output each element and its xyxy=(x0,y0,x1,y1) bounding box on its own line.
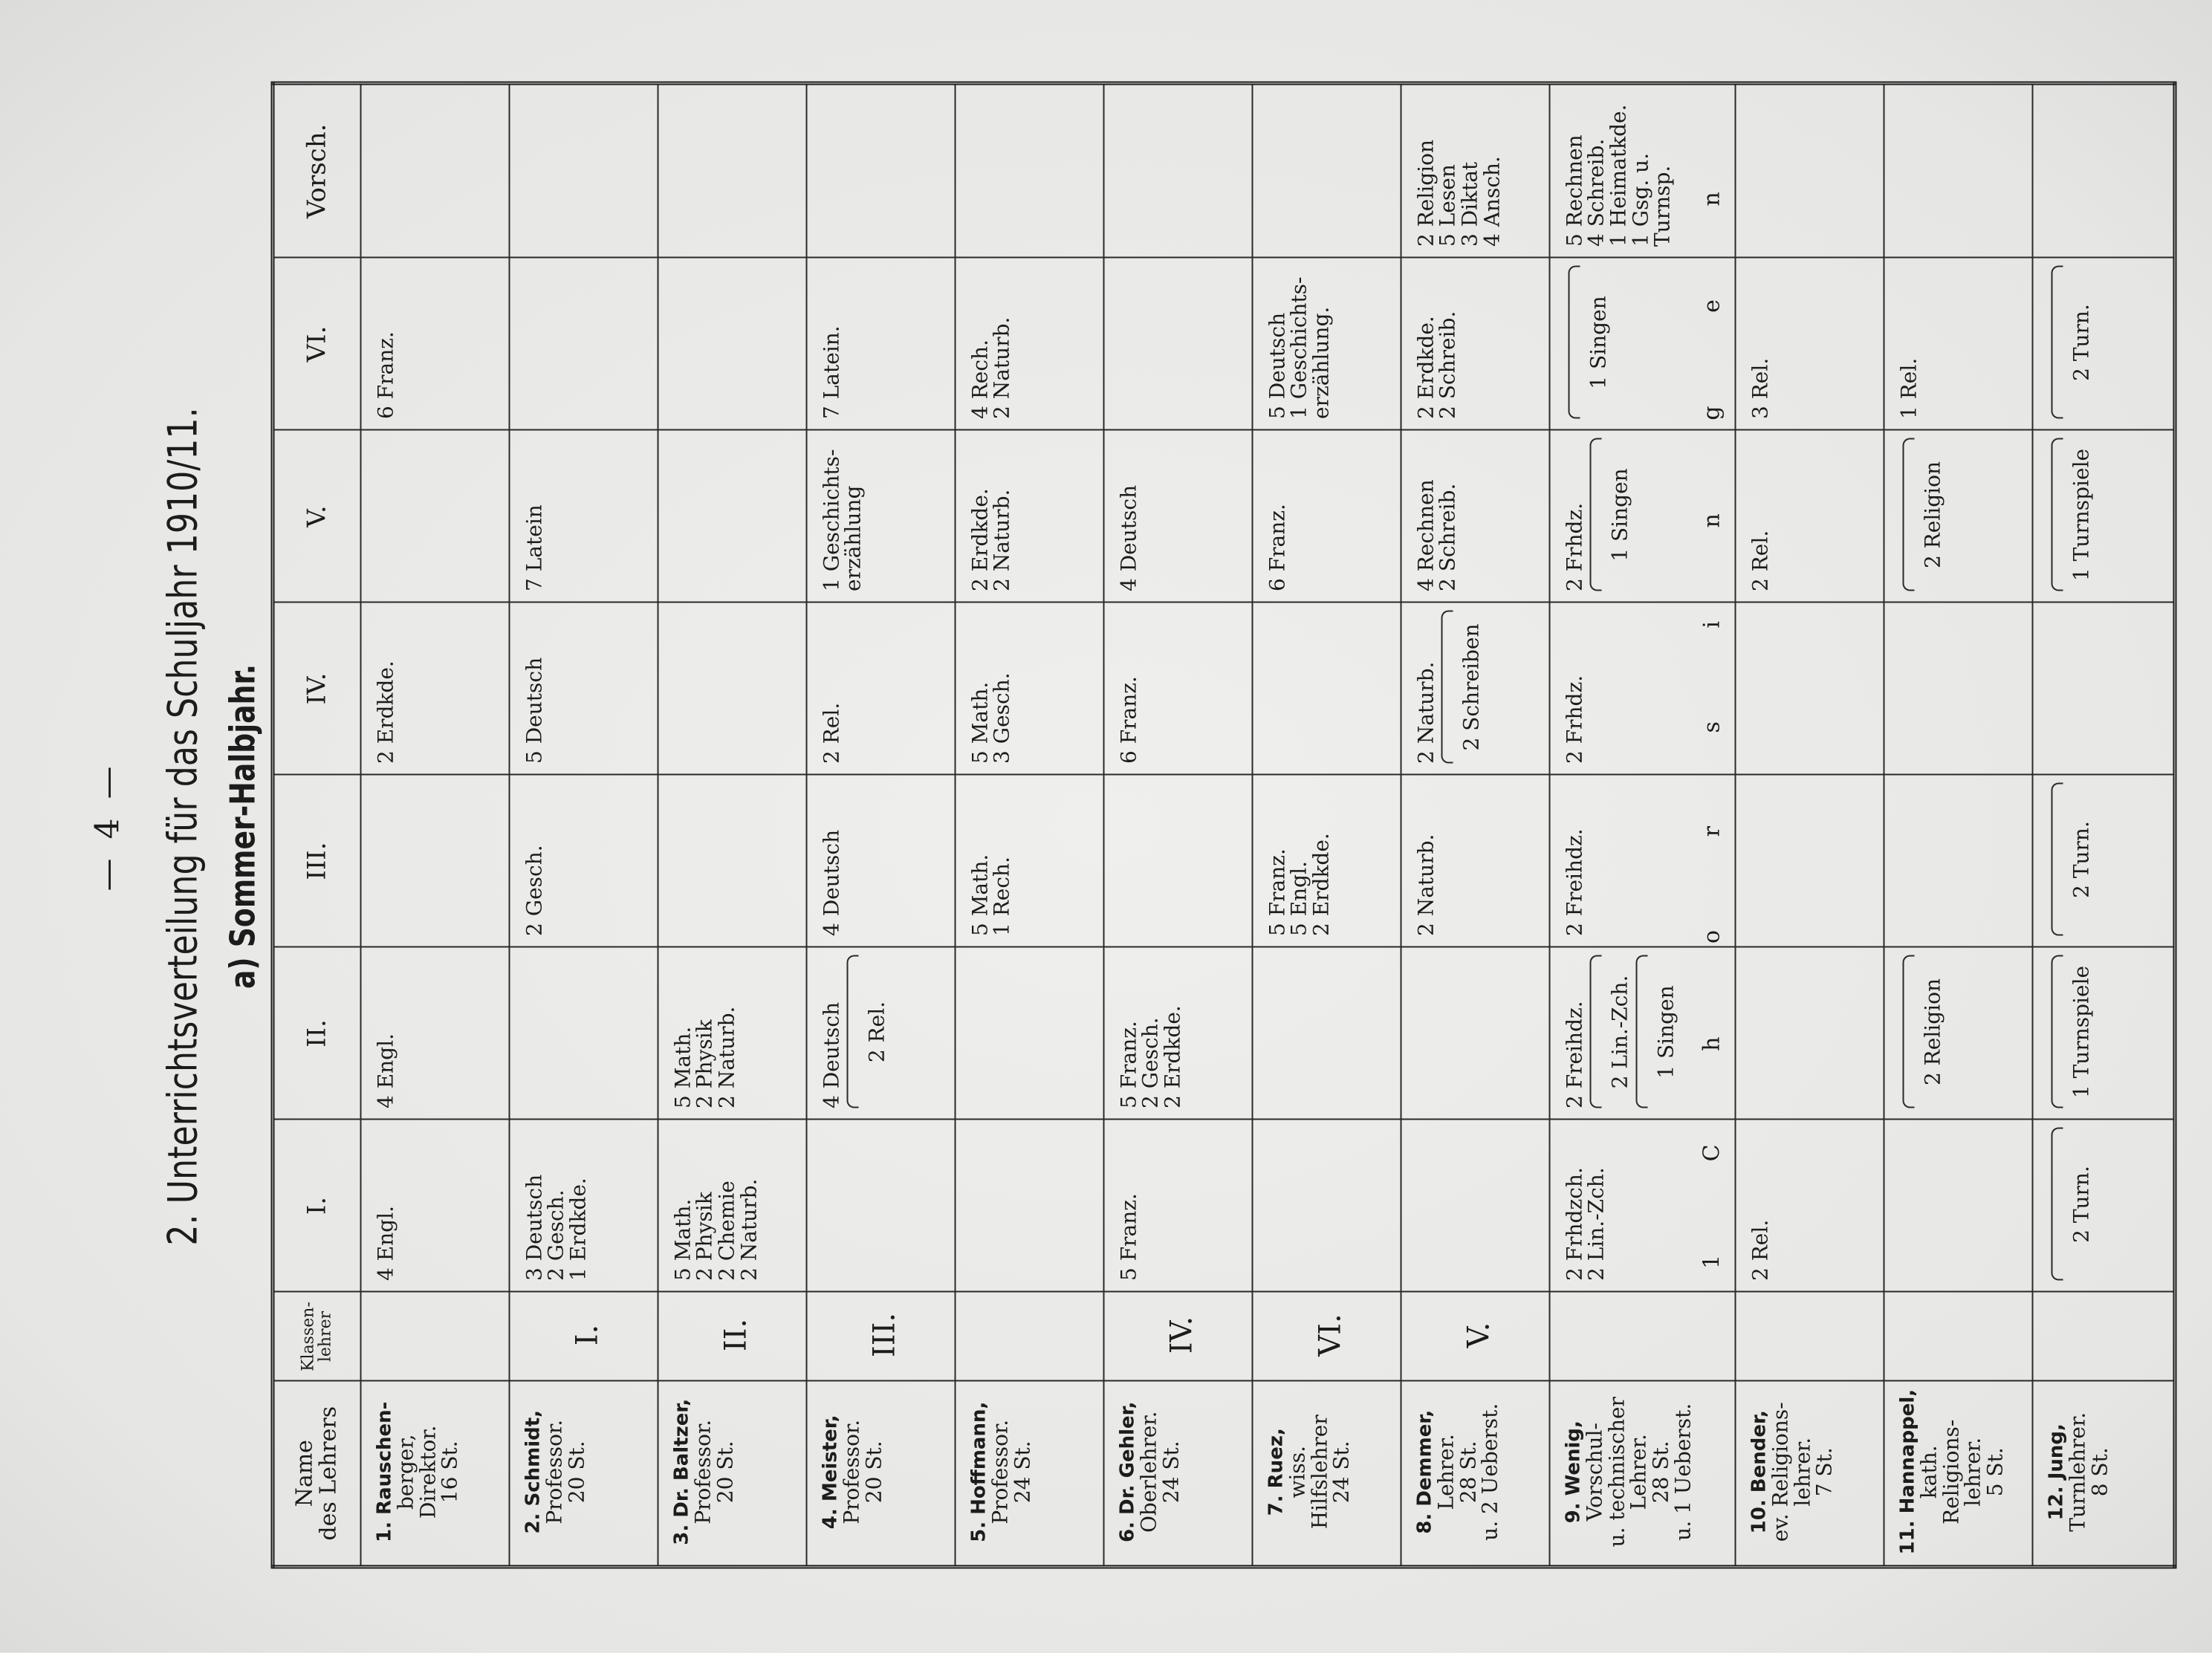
lesson-entry: erzählung. xyxy=(1308,306,1334,419)
lesson-entry: 2 Naturb. xyxy=(1413,661,1438,764)
lesson-cell xyxy=(509,603,658,775)
lesson-cell xyxy=(1735,603,1884,775)
teacher-name: 6. Dr. Gehler, xyxy=(1116,1401,1138,1543)
lesson-entry: 7 Latein. xyxy=(819,325,843,419)
teacher-name-cell xyxy=(1735,1381,1884,1567)
shared-lesson-entry: 2 Schreiben xyxy=(1459,623,1484,751)
teacher-detail: lehrer. xyxy=(1960,1437,1985,1507)
teacher-detail: 16 St. xyxy=(437,1441,462,1504)
bracket-line xyxy=(1902,955,1914,1108)
lesson-cell xyxy=(1735,83,1884,258)
lesson-cell xyxy=(1549,603,1735,775)
document-subtitle: a) Sommer-Halbjahr. xyxy=(222,663,263,990)
class-teacher-cell: VI. xyxy=(1252,1292,1401,1381)
teacher-detail: ev. Religions- xyxy=(1768,1402,1793,1542)
lesson-entry: 2 Gesch. xyxy=(522,845,546,936)
page-number: — 4 — xyxy=(88,761,127,892)
lesson-cell xyxy=(1103,83,1252,258)
lesson-cell xyxy=(1401,430,1549,603)
lesson-entry: 5 Math. xyxy=(967,854,992,936)
lesson-entry: 1 Gsg. u. xyxy=(1628,152,1653,247)
teacher-detail: Religions- xyxy=(1939,1419,1964,1524)
shared-lesson-entry: 1 Singen xyxy=(1586,296,1610,389)
lesson-entry: 5 Lesen xyxy=(1435,164,1460,247)
lesson-cell xyxy=(955,603,1103,775)
lesson-cell xyxy=(1103,947,1252,1120)
lesson-entry: 5 Deutsch xyxy=(522,657,546,764)
teacher-detail: 28 St. xyxy=(1456,1441,1481,1504)
lesson-entry: 5 Franz. xyxy=(1116,1021,1141,1108)
bracket-line xyxy=(2051,1128,2063,1281)
class-teacher-cell xyxy=(955,1292,1103,1381)
lesson-cell xyxy=(1884,83,2032,258)
lesson-entry: 2 Naturb. xyxy=(1413,834,1438,936)
lesson-entry: 4 Deutsch xyxy=(819,1001,843,1108)
class-teacher-cell xyxy=(1735,1292,1884,1381)
teacher-row xyxy=(360,83,509,1567)
lesson-entry: 6 Franz. xyxy=(1265,504,1289,591)
lesson-cell xyxy=(806,603,955,775)
lesson-entry: 2 Naturb. xyxy=(736,1178,762,1281)
teacher-row xyxy=(509,83,658,1567)
lesson-cell xyxy=(1401,83,1549,258)
teacher-name: 1. Rauschen- xyxy=(373,1401,395,1542)
lesson-cell xyxy=(2032,775,2175,947)
lesson-entry: 2 Lin.-Zch. xyxy=(1583,1167,1609,1281)
lesson-entry: 2 Freihdz. xyxy=(1562,1001,1586,1108)
bracket-line xyxy=(1902,438,1914,591)
teacher-name-cell xyxy=(955,1381,1103,1567)
lesson-entry: 1 Rech. xyxy=(989,857,1014,936)
lesson-cell xyxy=(1884,603,2032,775)
teacher-detail: Direktor. xyxy=(415,1425,441,1519)
bracket-line xyxy=(2051,955,2063,1108)
teacher-detail: 24 St. xyxy=(1329,1441,1354,1504)
class-teacher-cell xyxy=(2032,1292,2175,1381)
lesson-entry: 4 Engl. xyxy=(373,1033,398,1108)
class-teacher-cell: II. xyxy=(658,1292,806,1381)
lesson-entry: 2 Erdkde. xyxy=(1160,1005,1185,1108)
lesson-cell xyxy=(2032,83,2175,258)
teacher-name-cell xyxy=(658,1381,806,1567)
lesson-cell xyxy=(658,83,806,258)
teacher-row xyxy=(1103,83,1252,1567)
lesson-cell xyxy=(806,947,955,1120)
class-teacher-cell: III. xyxy=(806,1292,955,1381)
teacher-detail: Professor. xyxy=(690,1419,716,1524)
lesson-entry: 4 Schreib. xyxy=(1583,138,1609,247)
teacher-detail: u. technischer xyxy=(1604,1397,1629,1548)
lesson-cell xyxy=(1252,258,1401,430)
lesson-entry: 5 Rechnen xyxy=(1562,134,1586,247)
lesson-entry: 2 Religion xyxy=(1413,139,1438,247)
lesson-cell xyxy=(1401,775,1549,947)
lesson-cell xyxy=(1401,603,1549,775)
lesson-cell xyxy=(1549,258,1735,430)
header-class-iii: III. xyxy=(273,775,360,947)
teacher-detail: 7 St. xyxy=(1812,1447,1837,1497)
lesson-entry: 1 Erdkde. xyxy=(565,1178,591,1281)
teacher-detail: kath. xyxy=(1916,1445,1942,1499)
lesson-cell xyxy=(360,83,509,258)
teacher-name-cell xyxy=(509,1381,658,1567)
lesson-cell xyxy=(1252,1120,1401,1292)
lesson-entry: 4 Deutsch xyxy=(1116,484,1141,591)
lesson-entry: 1 Geschichts- xyxy=(819,449,843,591)
lesson-entry: 3 Deutsch xyxy=(522,1174,546,1281)
shared-lesson-entry: 1 Singen xyxy=(1607,468,1632,562)
lesson-entry: 5 Math. xyxy=(670,1026,695,1108)
teacher-name: 5. Hoffmann, xyxy=(967,1401,990,1542)
teacher-name-cell xyxy=(1401,1381,1549,1567)
lesson-cell xyxy=(806,1120,955,1292)
teacher-row xyxy=(658,83,806,1567)
lesson-cell xyxy=(1103,603,1252,775)
lesson-entry: 2 Physik xyxy=(692,1019,717,1108)
teacher-detail: 5 St. xyxy=(1982,1447,2008,1497)
teacher-name: 3. Dr. Baltzer, xyxy=(670,1398,693,1545)
header-class-i: I. xyxy=(273,1120,360,1292)
teacher-name-cell xyxy=(1884,1381,2032,1567)
lesson-cell xyxy=(1252,947,1401,1120)
lesson-entry: 2 Rel. xyxy=(1748,1219,1772,1281)
lesson-entry: 2 Gesch. xyxy=(543,1189,568,1281)
teacher-row xyxy=(1252,83,1401,1567)
lesson-cell xyxy=(2032,258,2175,430)
shared-lesson-entry: 2 Rel. xyxy=(864,1001,889,1063)
teacher-row xyxy=(955,83,1103,1567)
lesson-cell xyxy=(806,775,955,947)
teacher-detail: 20 St. xyxy=(713,1441,738,1504)
shared-lesson-entry: 2 Lin.-Zch. xyxy=(1607,975,1632,1089)
lesson-entry: 2 Chemie xyxy=(714,1181,739,1281)
lesson-cell xyxy=(955,947,1103,1120)
teacher-name: 10. Bender, xyxy=(1748,1410,1770,1534)
lesson-cell xyxy=(509,430,658,603)
lesson-cell xyxy=(1103,1120,1252,1292)
lesson-cell xyxy=(2032,947,2175,1120)
shared-lesson-entry: 1 Turnspiele xyxy=(2069,965,2093,1099)
lesson-entry: 6 Franz. xyxy=(1116,676,1141,764)
shared-lesson-entry: 2 Turn. xyxy=(2069,821,2093,898)
shared-lesson-entry: 2 Turn. xyxy=(2069,304,2093,381)
shared-lesson-entry: 2 Religion xyxy=(1920,978,1945,1086)
teacher-detail: 24 St. xyxy=(1010,1441,1035,1504)
lesson-entry: 2 Schreib. xyxy=(1435,483,1460,591)
header-class-ii: II. xyxy=(273,947,360,1120)
bracket-line xyxy=(1635,955,1647,1108)
lesson-cell xyxy=(1103,258,1252,430)
lesson-cell xyxy=(1735,775,1884,947)
lesson-entry: 5 Math. xyxy=(967,681,992,764)
bracket-line xyxy=(1441,611,1453,764)
lesson-entry: 2 Erdkde. xyxy=(1413,316,1438,419)
lesson-cell xyxy=(1735,430,1884,603)
class-teacher-cell xyxy=(1884,1292,2032,1381)
lesson-cell xyxy=(1884,775,2032,947)
teacher-detail: 20 St. xyxy=(564,1441,589,1504)
teacher-row xyxy=(2032,83,2175,1567)
lesson-entry: 2 Erdkde. xyxy=(373,660,398,764)
lesson-cell xyxy=(1252,775,1401,947)
lesson-entry: 2 Frhdz. xyxy=(1562,502,1586,591)
teacher-name: 7. Ruez, xyxy=(1265,1428,1287,1516)
teacher-detail: Lehrer. xyxy=(1626,1434,1651,1510)
lesson-cell xyxy=(1884,1120,2032,1292)
shared-lesson-entry: 2 Religion xyxy=(1920,461,1945,569)
document-title: 2. Unterrichtsverteilung für das Schuljahr 1910/11. xyxy=(159,407,207,1246)
lesson-entry: 2 Naturb. xyxy=(989,316,1014,419)
teacher-detail: Professor. xyxy=(542,1419,567,1524)
teacher-detail: wiss. xyxy=(1285,1445,1310,1498)
teacher-detail: Professor. xyxy=(987,1419,1013,1524)
lesson-cell xyxy=(955,1120,1103,1292)
lesson-cell xyxy=(1884,947,2032,1120)
lesson-cell xyxy=(1884,430,2032,603)
teacher-row xyxy=(1549,83,1735,1567)
shared-lesson-entry: 1 Turnspiele xyxy=(2069,448,2093,582)
lesson-cell xyxy=(360,775,509,947)
lesson-entry: 3 Gesch. xyxy=(989,672,1014,764)
lesson-entry: 5 Deutsch xyxy=(1265,312,1289,419)
lesson-entry: 4 Ansch. xyxy=(1479,156,1505,247)
lesson-entry: 2 Rel. xyxy=(819,702,843,764)
lesson-entry: 1 Geschichts- xyxy=(1286,276,1311,419)
lesson-entry: 5 Math. xyxy=(670,1198,695,1281)
lesson-cell xyxy=(360,603,509,775)
lesson-cell xyxy=(1884,258,2032,430)
lesson-cell xyxy=(1103,775,1252,947)
header-class-teacher-line: Klassen- xyxy=(299,1302,318,1371)
lesson-entry: 2 Frhdzch. xyxy=(1562,1167,1586,1281)
lesson-cell xyxy=(1401,1120,1549,1292)
header-teacher xyxy=(273,1381,360,1567)
lesson-entry: 5 Franz. xyxy=(1265,848,1289,936)
lesson-cell xyxy=(658,1120,806,1292)
header-teacher-line: des Lehrers xyxy=(315,1406,342,1541)
teacher-name-cell xyxy=(1103,1381,1252,1567)
header-class-teacher xyxy=(273,1292,360,1381)
lesson-cell xyxy=(806,258,955,430)
schedule-body xyxy=(360,83,2175,1567)
bracket-line xyxy=(1590,955,1602,1108)
teacher-row xyxy=(1735,83,1884,1567)
teacher-name: 9. Wenig, xyxy=(1562,1420,1584,1524)
header-class-v: V. xyxy=(273,430,360,603)
teacher-detail: berger, xyxy=(393,1434,418,1510)
bracket-line xyxy=(2051,783,2063,936)
rotated-page-content xyxy=(0,1,2212,1653)
lesson-entry: 2 Physik xyxy=(692,1192,717,1281)
teacher-name: 8. Demmer, xyxy=(1413,1409,1436,1534)
lesson-cell xyxy=(658,603,806,775)
lesson-entry: 2 Frhdz. xyxy=(1562,675,1586,764)
header-class-vorsch: Vorsch. xyxy=(273,83,360,258)
lesson-cell xyxy=(1252,603,1401,775)
lesson-entry: Turnsp. xyxy=(1650,165,1675,247)
chorsingen-entry: 1 C h o r s i n g e n xyxy=(1699,149,1725,1269)
lesson-cell xyxy=(360,430,509,603)
teacher-name: 4. Meister, xyxy=(819,1415,841,1530)
lesson-entry: 4 Deutsch xyxy=(819,829,843,936)
teacher-name-cell xyxy=(1252,1381,1401,1567)
class-teacher-cell: V. xyxy=(1401,1292,1549,1381)
lesson-entry: 3 Diktat xyxy=(1457,161,1482,247)
teacher-detail: 28 St. xyxy=(1648,1441,1673,1504)
lesson-entry: 2 Naturb. xyxy=(714,1006,739,1108)
lesson-cell xyxy=(2032,603,2175,775)
lesson-cell xyxy=(509,1120,658,1292)
class-teacher-cell: I. xyxy=(509,1292,658,1381)
class-teacher-cell xyxy=(360,1292,509,1381)
lesson-entry: 4 Rechnen xyxy=(1413,479,1438,591)
bracket-line xyxy=(2051,438,2063,591)
teacher-name: 12. Jung, xyxy=(2045,1423,2067,1521)
lesson-cell xyxy=(1401,258,1549,430)
lesson-entry: 4 Engl. xyxy=(373,1206,398,1281)
lesson-entry: 1 Rel. xyxy=(1896,357,1921,419)
teacher-detail: lehrer. xyxy=(1790,1437,1815,1507)
header-teacher-line: Name xyxy=(291,1440,318,1507)
teacher-detail: Lehrer. xyxy=(1433,1434,1459,1510)
lesson-entry: 7 Latein xyxy=(522,504,546,591)
shared-lesson-entry: 1 Singen xyxy=(1653,985,1679,1079)
lesson-cell xyxy=(509,947,658,1120)
lesson-cell xyxy=(2032,1120,2175,1292)
bracket-line xyxy=(2051,266,2063,419)
lesson-cell xyxy=(658,775,806,947)
lesson-cell xyxy=(509,83,658,258)
lesson-cell xyxy=(1549,947,1735,1120)
teaching-schedule-table xyxy=(271,82,2177,1569)
teacher-detail: Hilfslehrer xyxy=(1307,1415,1332,1530)
lesson-cell xyxy=(806,430,955,603)
teacher-detail: u. 2 Ueberst. xyxy=(1477,1403,1502,1541)
lesson-cell xyxy=(1103,430,1252,603)
lesson-entry: 2 Rel. xyxy=(1748,530,1772,591)
lesson-cell xyxy=(1252,430,1401,603)
teacher-name-cell xyxy=(1549,1381,1735,1567)
lesson-cell xyxy=(955,258,1103,430)
teacher-row xyxy=(806,83,955,1567)
teacher-detail: u. 1 Ueberst. xyxy=(1670,1403,1696,1541)
lesson-entry: 2 Gesch. xyxy=(1138,1017,1163,1108)
lesson-cell xyxy=(1252,83,1401,258)
teacher-detail: 8 St. xyxy=(2087,1447,2112,1497)
lesson-cell xyxy=(1735,1120,1884,1292)
header-class-vi: VI. xyxy=(273,258,360,430)
lesson-entry: 2 Naturb. xyxy=(989,489,1014,591)
lesson-cell xyxy=(509,258,658,430)
lesson-entry: 4 Rech. xyxy=(967,340,992,419)
header-row xyxy=(273,83,360,1567)
teacher-detail: Vorschul- xyxy=(1582,1423,1607,1522)
lesson-cell xyxy=(658,258,806,430)
lesson-entry: 5 Engl. xyxy=(1286,861,1311,936)
lesson-cell xyxy=(360,258,509,430)
lesson-cell xyxy=(1549,83,1735,258)
lesson-cell xyxy=(658,430,806,603)
bracket-line xyxy=(1590,438,1602,591)
lesson-cell xyxy=(658,947,806,1120)
teacher-name-cell xyxy=(2032,1381,2175,1567)
teacher-detail: 24 St. xyxy=(1158,1441,1184,1504)
lesson-cell xyxy=(509,775,658,947)
lesson-entry: 6 Franz. xyxy=(373,331,398,419)
teacher-name-cell xyxy=(360,1381,509,1567)
shared-lesson-entry: 2 Turn. xyxy=(2069,1166,2093,1243)
header-class-iv: IV. xyxy=(273,603,360,775)
teacher-name: 11. Hannappel, xyxy=(1896,1389,1919,1555)
lesson-cell xyxy=(360,1120,509,1292)
teacher-name: 2. Schmidt, xyxy=(522,1409,544,1534)
lesson-entry: 2 Freihdz. xyxy=(1562,828,1586,936)
lesson-cell xyxy=(360,947,509,1120)
lesson-cell xyxy=(1401,947,1549,1120)
lesson-cell xyxy=(955,83,1103,258)
lesson-cell xyxy=(806,83,955,258)
lesson-cell xyxy=(955,430,1103,603)
lesson-cell xyxy=(2032,430,2175,603)
teacher-detail: Turnlehrer. xyxy=(2065,1412,2090,1532)
lesson-entry: 5 Franz. xyxy=(1116,1193,1141,1281)
lesson-cell xyxy=(1549,775,1735,947)
lesson-entry: erzählung xyxy=(840,485,866,591)
class-teacher-cell: IV. xyxy=(1103,1292,1252,1381)
lesson-entry: 3 Rel. xyxy=(1748,357,1772,419)
teacher-detail: Oberlehrer. xyxy=(1136,1411,1161,1533)
lesson-entry: 2 Erdkde. xyxy=(967,488,992,591)
lesson-entry: 2 Erdkde. xyxy=(1308,833,1334,936)
teacher-row xyxy=(1401,83,1549,1567)
bracket-line xyxy=(847,955,859,1108)
teacher-row xyxy=(1884,83,2032,1567)
lesson-cell xyxy=(1735,258,1884,430)
bracket-line xyxy=(1568,266,1580,419)
lesson-entry: 2 Schreib. xyxy=(1435,311,1460,419)
teacher-name-cell xyxy=(806,1381,955,1567)
lesson-entry: 1 Heimatkde. xyxy=(1606,104,1631,247)
teacher-detail: Professor. xyxy=(839,1419,864,1524)
lesson-cell xyxy=(1549,430,1735,603)
lesson-cell xyxy=(955,775,1103,947)
teacher-detail: 20 St. xyxy=(861,1441,886,1504)
class-teacher-cell xyxy=(1549,1292,1735,1381)
header-class-teacher-line: lehrer xyxy=(316,1311,335,1363)
lesson-cell xyxy=(1735,947,1884,1120)
